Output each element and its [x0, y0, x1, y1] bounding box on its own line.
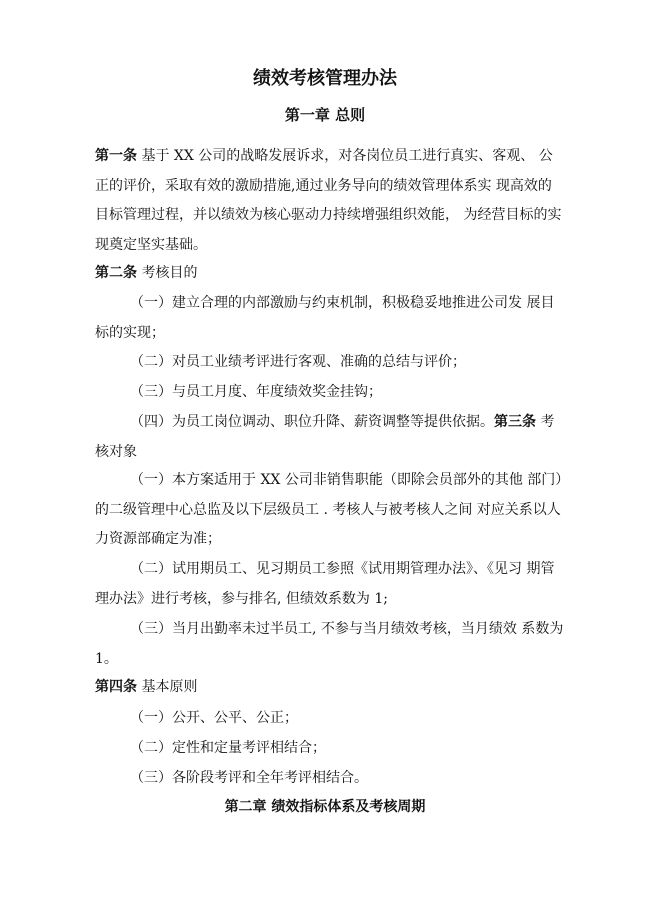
article-3-item-1: （一）本方案适用于 XX 公司非销售职能（即除会员部外的其他 部门）的二级管理中心总监及以下层级员工 . 考核人与被考核人之间 对应关系以人力资源部确定为准；	[95, 472, 563, 547]
article-1	[95, 142, 565, 260]
article-3-text: 考核对象	[95, 414, 555, 460]
article-1-text: 基于 XX 公司的战略发展诉求，对各岗位员工进行真实、客观、 公正的评价，采取有效的激励措施,通过业务导向的绩效管理体系实 现高效的目标管理过程，并以绩效为核心驱动力持续增强组织效能， 为经营目标的实现奠定坚实基础。	[95, 148, 562, 253]
chapter-2-heading: 第二章 绩效指标体系及考核周期	[224, 799, 426, 815]
article-4-text: 基本原则	[137, 679, 198, 695]
article-1-label: 第一条	[95, 148, 137, 164]
document-title: 绩效考核管理办法	[253, 68, 397, 89]
article-4-item-1: （一）公开、公平、公正；	[130, 710, 298, 726]
article-2-item-3: （三）与员工月度、年度绩效奖金挂钩；	[130, 384, 382, 400]
article-4-item-2: （二）定性和定量考评相结合；	[130, 740, 326, 756]
article-3-label: 第三条	[494, 414, 536, 430]
article-2-text: 考核目的	[137, 265, 198, 281]
article-2-item-4-text: （四）为员工岗位调动、职位升降、薪资调整等提供依据。	[130, 414, 494, 430]
article-2-heading	[95, 262, 197, 282]
article-3-item-2: （二）试用期员工、见习期员工参照《试用期管理办法》、《见习 期管理办法》进行考核，参与排名, 但绩效系数为 1;	[95, 561, 555, 607]
chapter-1-heading: 第一章 总则	[284, 106, 366, 124]
article-2-item-2: （二）对员工业绩考评进行客观、准确的总结与评价；	[130, 354, 466, 370]
article-2-item-4	[95, 408, 565, 467]
article-4-heading	[95, 676, 197, 696]
article-4-label: 第四条	[95, 679, 137, 695]
article-2-label: 第二条	[95, 265, 137, 281]
article-2-item-1: （一）建立合理的内部激励与约束机制，积极稳妥地推进公司发 展目标的实现；	[95, 295, 555, 341]
article-3-item-3: （三）当月出勤率未过半员工, 不参与当月绩效考核，当月绩效 系数为 1。	[95, 621, 564, 667]
article-4-item-3: （三）各阶段考评和全年考评相结合。	[130, 770, 368, 786]
